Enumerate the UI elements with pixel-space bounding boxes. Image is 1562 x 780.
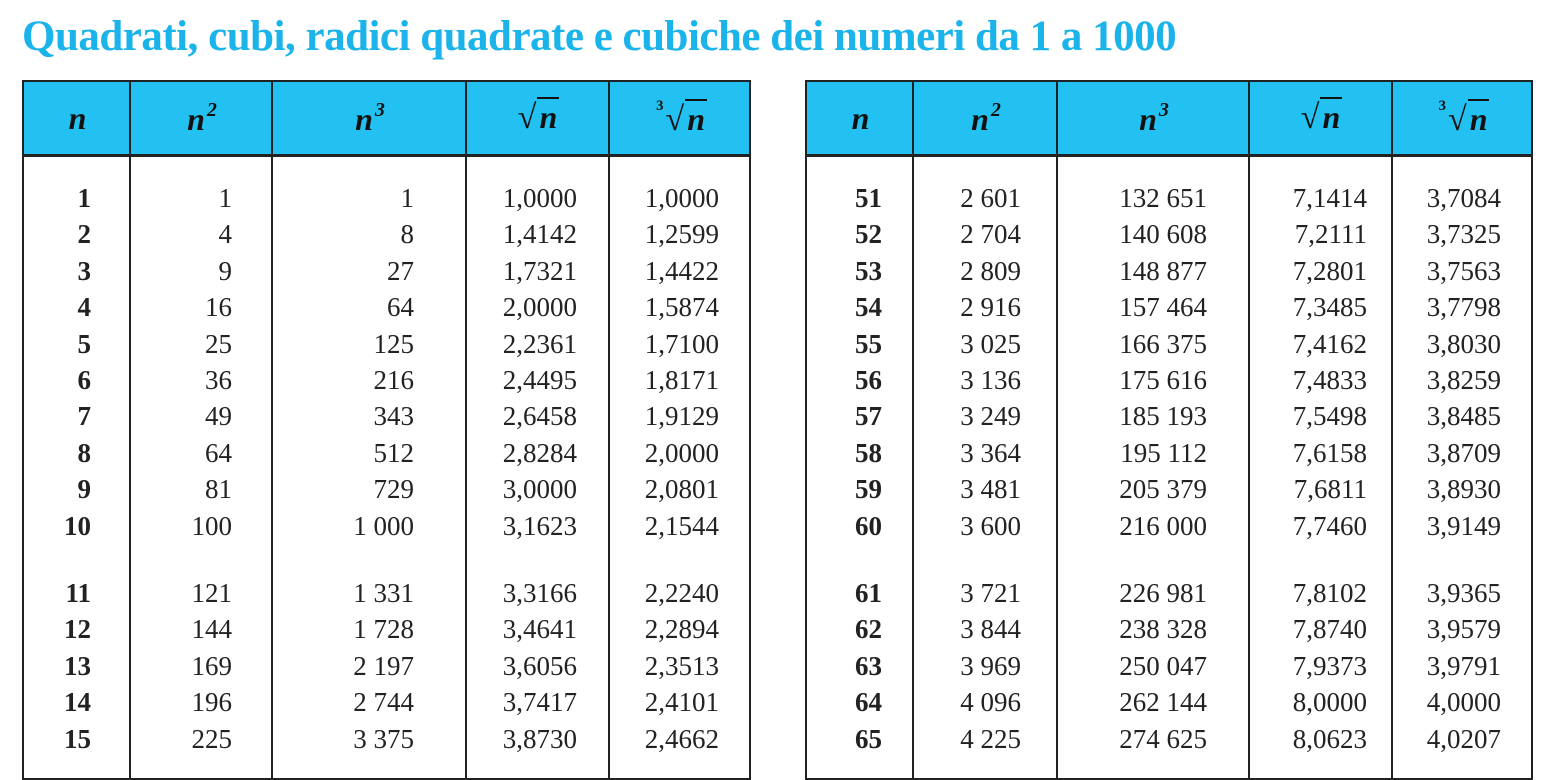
table-right <box>805 80 1533 780</box>
cell-n-cubed: 27 <box>387 255 414 286</box>
cell-n-squared: 2 704 <box>960 219 1021 250</box>
cell-n: 65 <box>855 723 882 754</box>
cell-n-squared: 2 916 <box>960 292 1021 323</box>
cell-square-root: 7,8740 <box>1292 614 1367 645</box>
column-divider <box>271 82 273 778</box>
header-cube-root: $^3$√n <box>1438 97 1488 138</box>
cell-n-cubed: 1 331 <box>353 578 414 608</box>
cell-cube-root: 3,7325 <box>1426 219 1501 250</box>
cell-n: 64 <box>855 687 882 718</box>
cell-n-squared: 2 809 <box>960 255 1021 286</box>
cell-n: 59 <box>855 474 882 505</box>
cell-n: 6 <box>77 365 91 395</box>
cell-cube-root: 3,8030 <box>1426 328 1501 359</box>
cell-square-root: 7,2111 <box>1294 219 1367 250</box>
cell-n-squared: 64 <box>205 437 232 468</box>
cell-n-cubed: 226 981 <box>1119 578 1207 608</box>
cell-n-cubed: 2 197 <box>353 650 414 681</box>
cell-n-squared: 3 025 <box>960 328 1021 359</box>
cell-n-cubed: 205 379 <box>1119 474 1207 505</box>
header-cell <box>1058 82 1250 154</box>
cell-cube-root: 4,0207 <box>1426 723 1501 754</box>
cell-n: 57 <box>855 401 882 432</box>
cell-n: 62 <box>855 614 882 645</box>
cell-n-cubed: 250 047 <box>1119 650 1207 681</box>
cell-n-squared: 225 <box>191 723 232 754</box>
header-n-cubed: n $^3$ <box>355 98 385 137</box>
cell-cube-root: 3,7084 <box>1426 183 1501 213</box>
cell-cube-root: 3,7798 <box>1426 292 1501 323</box>
cell-n: 3 <box>77 255 91 286</box>
cell-square-root: 8,0000 <box>1292 687 1367 718</box>
cell-square-root: 2,8284 <box>502 437 577 468</box>
cell-n-cubed: 157 464 <box>1119 292 1207 323</box>
cell-n-squared: 196 <box>191 687 232 718</box>
cell-n: 9 <box>77 474 91 505</box>
cell-cube-root: 1,5874 <box>644 292 719 323</box>
header-cell <box>914 82 1058 154</box>
cell-square-root: 2,4495 <box>502 365 577 395</box>
header-cell <box>131 82 273 154</box>
cell-n: 7 <box>77 401 91 432</box>
cell-square-root: 7,4833 <box>1292 365 1367 395</box>
cell-n-squared: 3 844 <box>960 614 1021 645</box>
cell-n: 2 <box>77 219 91 250</box>
cell-n-cubed: 216 <box>373 365 414 395</box>
cell-n-squared: 121 <box>191 578 232 608</box>
radical-icon: √ <box>1300 99 1320 136</box>
cell-n-squared: 4 225 <box>960 723 1021 754</box>
cell-n-cubed: 1 <box>400 183 414 213</box>
radical-icon: √ <box>517 99 537 136</box>
cell-n: 55 <box>855 328 882 359</box>
cell-n: 52 <box>855 219 882 250</box>
cell-cube-root: 3,8930 <box>1426 474 1501 505</box>
cell-square-root: 2,0000 <box>502 292 577 323</box>
cell-cube-root: 1,8171 <box>644 365 719 395</box>
cell-n-cubed: 185 193 <box>1119 401 1207 432</box>
table-left <box>22 80 751 780</box>
cell-square-root: 7,4162 <box>1292 328 1367 359</box>
cell-square-root: 1,4142 <box>502 219 577 250</box>
column-divider <box>608 82 610 778</box>
cell-cube-root: 1,4422 <box>644 255 719 286</box>
header-n: n <box>851 99 870 136</box>
cell-n-cubed: 729 <box>373 474 414 505</box>
cell-n-cubed: 148 877 <box>1119 255 1207 286</box>
cell-n-cubed: 125 <box>373 328 414 359</box>
cell-cube-root: 3,8709 <box>1426 437 1501 468</box>
cell-cube-root: 3,8485 <box>1426 401 1501 432</box>
cell-cube-root: 2,0000 <box>644 437 719 468</box>
cell-cube-root: 1,7100 <box>644 328 719 359</box>
header-n: n <box>68 99 87 136</box>
cell-square-root: 2,2361 <box>502 328 577 359</box>
cell-square-root: 3,4641 <box>502 614 577 645</box>
cell-n: 13 <box>64 650 91 681</box>
header-n-squared: n $^2$ <box>971 98 1001 137</box>
cell-cube-root: 3,9149 <box>1426 510 1501 541</box>
table-header <box>807 82 1531 157</box>
header-cube-root: $^3$√n <box>656 97 705 138</box>
cell-square-root: 2,6458 <box>502 401 577 432</box>
header-n-squared: n $^2$ <box>187 98 217 137</box>
cell-n: 15 <box>64 723 91 754</box>
cell-cube-root: 2,3513 <box>644 650 719 681</box>
cell-cube-root: 1,9129 <box>644 401 719 432</box>
cell-n-cubed: 195 112 <box>1120 437 1207 468</box>
cell-n-squared: 1 <box>218 183 232 213</box>
cell-n-cubed: 1 000 <box>353 510 414 541</box>
cell-square-root: 3,7417 <box>502 687 577 718</box>
column-divider <box>1248 82 1250 778</box>
cell-n-cubed: 216 000 <box>1119 510 1207 541</box>
cell-n-squared: 49 <box>205 401 232 432</box>
cell-n-squared: 36 <box>205 365 232 395</box>
cell-n-squared: 169 <box>191 650 232 681</box>
cell-cube-root: 3,7563 <box>1426 255 1501 286</box>
cell-square-root: 8,0623 <box>1292 723 1367 754</box>
cell-cube-root: 3,9365 <box>1426 578 1501 608</box>
cell-n-cubed: 512 <box>373 437 414 468</box>
cell-cube-root: 2,2894 <box>644 614 719 645</box>
cell-cube-root: 3,9579 <box>1426 614 1501 645</box>
cell-n-squared: 3 600 <box>960 510 1021 541</box>
cell-n: 53 <box>855 255 882 286</box>
cell-n-squared: 4 096 <box>960 687 1021 718</box>
cell-square-root: 7,9373 <box>1292 650 1367 681</box>
cell-square-root: 1,7321 <box>502 255 577 286</box>
column-divider <box>465 82 467 778</box>
cell-n-cubed: 262 144 <box>1119 687 1207 718</box>
radical-icon: √ <box>1448 100 1467 138</box>
cell-n-squared: 16 <box>205 292 232 323</box>
radical-icon: √ <box>665 100 685 138</box>
cell-n-squared: 25 <box>205 328 232 359</box>
header-square-root: √n <box>517 99 558 136</box>
cell-n-squared: 3 481 <box>960 474 1021 505</box>
cell-n: 10 <box>64 510 91 541</box>
header-cell <box>273 82 467 154</box>
cell-cube-root: 2,4101 <box>644 687 719 718</box>
cell-n: 5 <box>77 328 91 359</box>
header-cell <box>1393 82 1535 154</box>
cell-cube-root: 2,1544 <box>644 510 719 541</box>
cell-n: 11 <box>65 578 91 608</box>
cell-cube-root: 1,2599 <box>644 219 719 250</box>
cell-n: 54 <box>855 292 882 323</box>
header-cell <box>1250 82 1393 154</box>
cell-square-root: 7,2801 <box>1292 255 1367 286</box>
cell-n-squared: 4 <box>218 219 232 250</box>
cell-n: 60 <box>855 510 882 541</box>
cell-square-root: 3,8730 <box>502 723 577 754</box>
cell-square-root: 3,6056 <box>502 650 577 681</box>
cell-n-squared: 144 <box>191 614 232 645</box>
page-title: Quadrati, cubi, radici quadrate e cubiche dei numeri da 1 a 1000 <box>22 13 1177 60</box>
cell-n-cubed: 166 375 <box>1119 328 1207 359</box>
column-divider <box>1056 82 1058 778</box>
cell-n: 63 <box>855 650 882 681</box>
cell-n-squared: 9 <box>218 255 232 286</box>
cell-n-cubed: 343 <box>373 401 414 432</box>
cell-square-root: 7,5498 <box>1292 401 1367 432</box>
column-divider <box>129 82 131 778</box>
cell-n-squared: 100 <box>191 510 232 541</box>
cell-n-squared: 3 969 <box>960 650 1021 681</box>
column-divider <box>1391 82 1393 778</box>
cell-n: 8 <box>77 437 91 468</box>
cell-n-cubed: 175 616 <box>1119 365 1207 395</box>
cell-cube-root: 4,0000 <box>1426 687 1501 718</box>
header-cell <box>610 82 753 154</box>
cell-square-root: 7,6811 <box>1293 474 1367 505</box>
cell-n-squared: 3 721 <box>960 578 1021 608</box>
cell-n-cubed: 1 728 <box>353 614 414 645</box>
cell-n-cubed: 64 <box>387 292 414 323</box>
cell-square-root: 7,3485 <box>1292 292 1367 323</box>
cell-square-root: 7,8102 <box>1292 578 1367 608</box>
cell-n: 51 <box>855 183 882 213</box>
cell-n: 1 <box>77 183 91 213</box>
header-n-cubed: n $^3$ <box>1139 98 1169 137</box>
column-divider <box>912 82 914 778</box>
cell-square-root: 7,6158 <box>1292 437 1367 468</box>
cell-n: 61 <box>855 578 882 608</box>
cell-cube-root: 2,4662 <box>644 723 719 754</box>
cell-n-cubed: 3 375 <box>353 723 414 754</box>
cell-square-root: 7,7460 <box>1292 510 1367 541</box>
cell-cube-root: 3,8259 <box>1426 365 1501 395</box>
cell-n: 58 <box>855 437 882 468</box>
header-square-root: √n <box>1300 99 1341 136</box>
cell-n-cubed: 8 <box>400 219 414 250</box>
cell-n-cubed: 238 328 <box>1119 614 1207 645</box>
cell-n-squared: 3 249 <box>960 401 1021 432</box>
cell-square-root: 3,1623 <box>502 510 577 541</box>
cell-cube-root: 2,0801 <box>644 474 719 505</box>
header-cell <box>24 82 131 154</box>
cell-n-squared: 2 601 <box>960 183 1021 213</box>
cell-n-cubed: 132 651 <box>1119 183 1207 213</box>
cell-n-squared: 3 364 <box>960 437 1021 468</box>
cell-n: 56 <box>855 365 882 395</box>
cell-cube-root: 3,9791 <box>1426 650 1501 681</box>
header-cell <box>467 82 610 154</box>
cell-n-cubed: 274 625 <box>1119 723 1207 754</box>
cell-n-squared: 81 <box>205 474 232 505</box>
cell-n: 14 <box>64 687 91 718</box>
cell-n-cubed: 140 608 <box>1119 219 1207 250</box>
header-cell <box>807 82 914 154</box>
cell-n: 4 <box>77 292 91 323</box>
cell-n-squared: 3 136 <box>960 365 1021 395</box>
cell-square-root: 1,0000 <box>502 183 577 213</box>
cell-n: 12 <box>64 614 91 645</box>
cell-cube-root: 1,0000 <box>644 183 719 213</box>
cell-square-root: 3,3166 <box>502 578 577 608</box>
cell-cube-root: 2,2240 <box>644 578 719 608</box>
cell-square-root: 7,1414 <box>1292 183 1367 213</box>
table-header <box>24 82 749 157</box>
cell-n-cubed: 2 744 <box>353 687 414 718</box>
cell-square-root: 3,0000 <box>502 474 577 505</box>
